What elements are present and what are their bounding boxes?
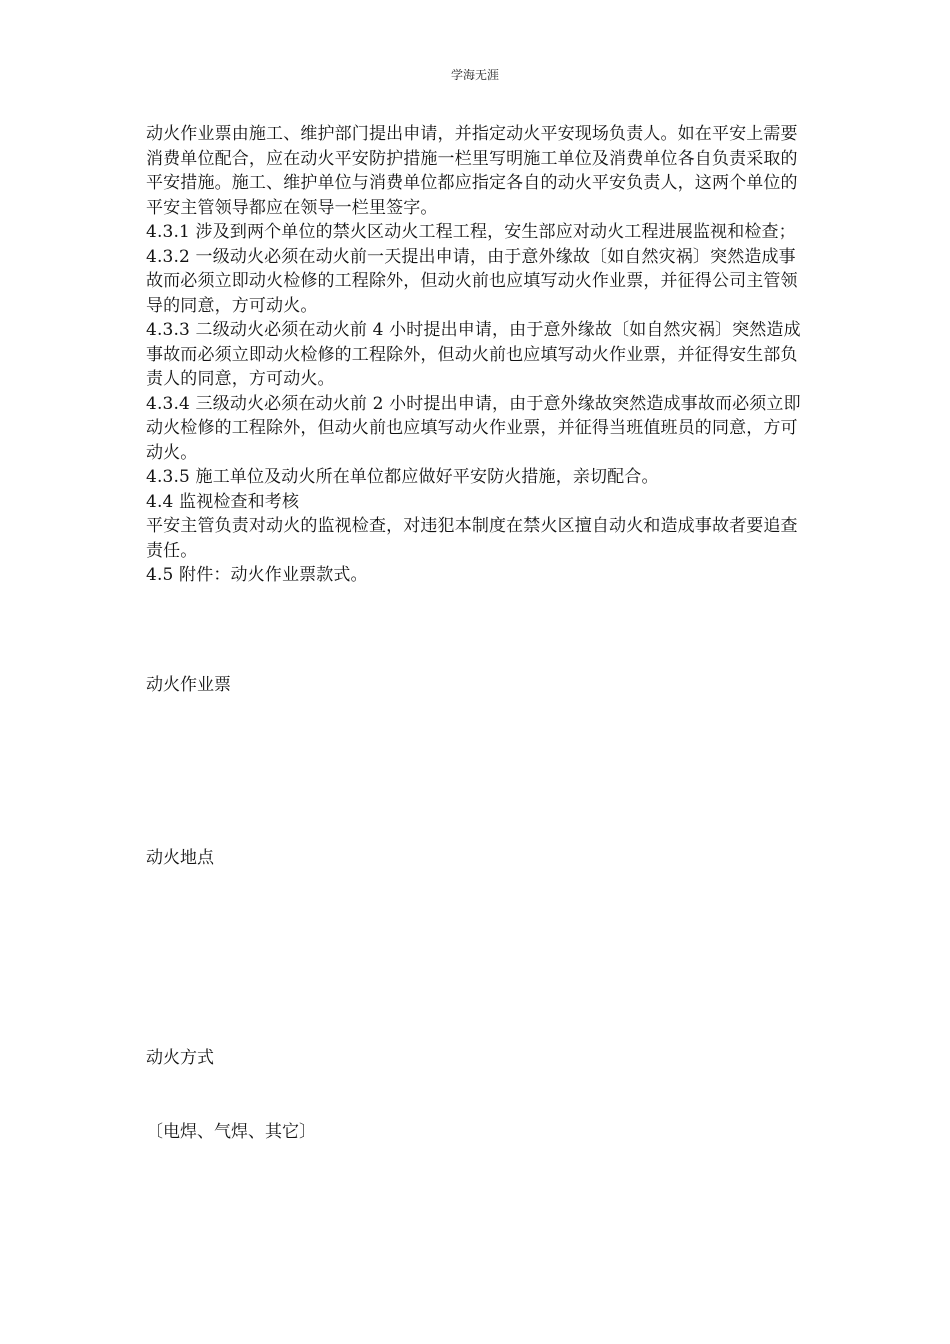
field-label-location: 动火地点 (146, 848, 214, 868)
field-label-method: 动火方式 (146, 1048, 214, 1068)
section-heading-4-4: 4.4 监视检查和考核 (146, 491, 300, 512)
page-header: 学海无涯 (450, 68, 499, 82)
paragraph-4-3-4: 4.3.4 三级动火必须在动火前 2 小时提出申请，由于意外缘故突然造成事故而必须立即动火检修的工程除外，但动火前也应填写动火作业票，并征得当班值班员的同意，方可动火。 (146, 393, 801, 463)
form-title: 动火作业票 (146, 675, 231, 695)
paragraph-4-3-1: 4.3.1 涉及到两个单位的禁火区动火工程工程，安生部应对动火工程进展监视和检查； (146, 222, 796, 242)
paragraph-supervision: 平安主管负责对动火的监视检查，对违犯本制度在禁火区擅自动火和造成事故者要追查责任。 (146, 516, 798, 561)
paragraph-4-3-5: 4.3.5 施工单位及动火所在单位都应做好平安防火措施，亲切配合。 (146, 467, 659, 487)
paragraph-4-3-3: 4.3.3 二级动火必须在动火前 4 小时提出申请，由于意外缘故〔如自然灾祸〕突然造成事故而必须立即动火检修的工程除外，但动火前也应填写动火作业票，并征得安生部负责人的同意，方可动火。 (146, 320, 801, 389)
paragraph-4-5-attachment: 4.5 附件：动火作业票款式。 (146, 565, 368, 585)
field-method-options: 〔电焊、气焊、其它〕 (146, 1122, 316, 1142)
document-body (146, 122, 806, 588)
paragraph-4-3-2: 4.3.2 一级动火必须在动火前一天提出申请，由于意外缘故〔如自然灾祸〕突然造成事故而必须立即动火检修的工程除外，但动火前也应填写动火作业票，并征得公司主管领导的同意，方可动火。 (146, 246, 798, 316)
paragraph-permit-application: 动火作业票由施工、维护部门提出申请，并指定动火平安现场负责人。如在平安上需要消费单位配合，应在动火平安防护措施一栏里写明施工单位及消费单位各自负责采取的平安措施。施工、维护单位与消费单位都应指定各自的动火平安负责人，这两个单位的平安主管领导都应在领导一栏里签字。 (146, 124, 798, 218)
